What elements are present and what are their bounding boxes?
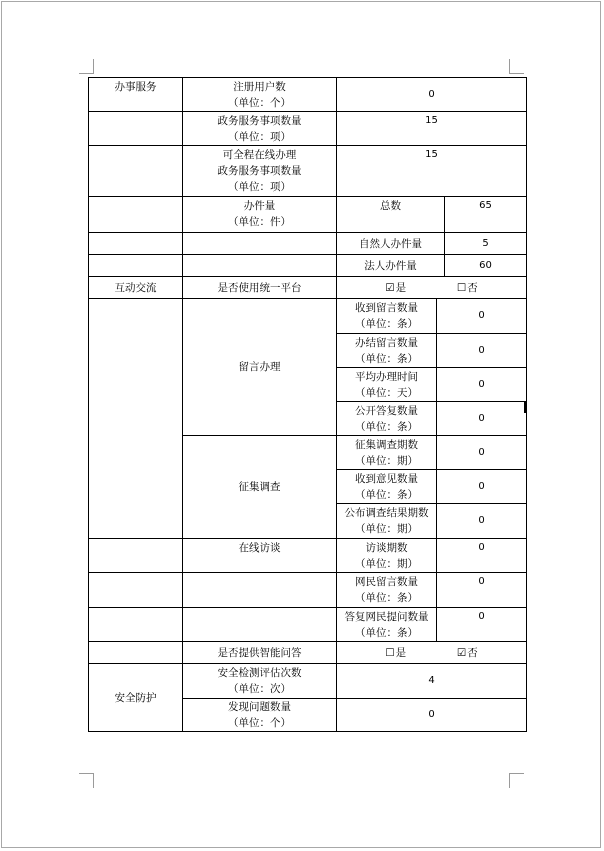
label-line: 访谈期数: [365, 541, 408, 554]
table-row: [89, 78, 527, 112]
label-line: 收到意见数量: [355, 472, 418, 485]
label-line: 注册用户数: [233, 80, 286, 93]
value-registered-users: 0: [337, 78, 527, 112]
label-natural-person: 自然人办件量: [337, 233, 445, 255]
table-row: [89, 608, 527, 642]
crop-mark-bottom-right: [509, 773, 524, 788]
label-unit: （单位：条）: [355, 420, 418, 433]
empty-cell: [89, 299, 183, 539]
value-msg-received: 0: [437, 299, 527, 334]
label-unit: （单位：项）: [228, 130, 291, 143]
label-line: 发现问题数量: [228, 701, 291, 713]
label-unit: （单位：期）: [355, 557, 418, 570]
label-unit: （单位：个）: [228, 96, 291, 109]
table-row: [89, 299, 527, 334]
empty-cell: [89, 573, 183, 608]
label-unit: （单位：项）: [228, 181, 291, 193]
label-line: 办件量: [243, 200, 276, 212]
smart-qa-options: [337, 642, 527, 664]
label-unified-platform: 是否使用统一平台: [183, 277, 337, 299]
unified-platform-options: [337, 277, 527, 299]
label-line: 答复网民提问数量: [344, 610, 429, 623]
option-yes: 是: [395, 646, 407, 659]
table-row: [89, 112, 527, 146]
empty-cell: [183, 255, 337, 277]
label-line: 征集调查期数: [355, 438, 418, 451]
label-issues-found: [183, 699, 337, 732]
option-no: 否: [467, 646, 478, 659]
label-legal-person: 法人办件量: [337, 255, 445, 277]
value-msg-done: 0: [437, 334, 527, 368]
value-interview-answers: 0: [437, 608, 527, 642]
section-label-security: 安全防护: [89, 664, 183, 732]
unchecked-box-icon[interactable]: ☐: [385, 646, 395, 659]
label-survey-opinions: [337, 470, 437, 504]
table-row: [89, 197, 527, 233]
label-unit: （单位：条）: [355, 592, 418, 604]
empty-cell: [89, 608, 183, 642]
crop-mark-top-left: [79, 59, 94, 74]
empty-cell: [89, 197, 183, 233]
value-security-eval: 4: [337, 664, 527, 699]
value-msg-public-reply: 0: [437, 402, 527, 436]
label-unit: （单位：个）: [228, 717, 291, 729]
checked-box-icon[interactable]: ☑: [385, 281, 395, 294]
empty-cell: [183, 608, 337, 642]
label-line: 可全程在线办理: [222, 149, 297, 161]
label-security-eval: [183, 664, 337, 699]
value-service-items: 15: [337, 112, 527, 146]
label-interview-messages: [337, 573, 437, 608]
table-row: [89, 539, 527, 573]
table-row: [89, 146, 527, 197]
table-row: [89, 233, 527, 255]
label-survey-results: [337, 504, 437, 539]
empty-cell: [89, 233, 183, 255]
label-line: 安全检测评估次数: [217, 667, 302, 679]
label-unit: （单位：次）: [228, 683, 291, 695]
value-survey-results: 0: [437, 504, 527, 539]
label-unit: （单位：件）: [228, 216, 291, 228]
label-line: 办结留言数量: [355, 336, 418, 349]
label-line: 政务服务事项数量: [217, 165, 302, 177]
value-interview-messages: 0: [437, 573, 527, 608]
value-issues-found: 0: [337, 699, 527, 732]
label-line: 网民留言数量: [355, 576, 418, 588]
group-label-message: 留言办理: [183, 299, 337, 436]
label-interview-answers: [337, 608, 437, 642]
value-natural-person: 5: [445, 233, 527, 255]
label-unit: （单位：天）: [355, 386, 418, 399]
table-row: [89, 642, 527, 664]
label-unit: （单位：期）: [355, 523, 418, 535]
empty-cell: [89, 539, 183, 573]
empty-cell: [89, 146, 183, 197]
empty-cell: [89, 112, 183, 146]
label-line: 公布调查结果期数: [344, 507, 429, 519]
label-line: 公开答复数量: [355, 404, 418, 417]
checked-box-icon[interactable]: ☑: [456, 646, 467, 659]
label-msg-public-reply: [337, 402, 437, 436]
empty-cell: [89, 255, 183, 277]
label-msg-avg-time: [337, 368, 437, 402]
label-online-items: [183, 146, 337, 197]
unchecked-box-icon[interactable]: ☐: [456, 281, 467, 294]
label-survey-periods: [337, 436, 437, 470]
label-handled-total: 总数: [337, 197, 445, 233]
label-unit: （单位：条）: [355, 626, 418, 639]
label-line: 政务服务事项数量: [217, 114, 302, 127]
table-row: [89, 573, 527, 608]
option-no: 否: [467, 281, 478, 294]
group-label-survey: 征集调查: [183, 436, 337, 539]
value-survey-opinions: 0: [437, 470, 527, 504]
empty-cell: [183, 233, 337, 255]
crop-mark-bottom-left: [79, 773, 94, 788]
value-msg-avg-time: 0: [437, 368, 527, 402]
value-online-items: 15: [337, 146, 527, 197]
label-unit: （单位：条）: [355, 488, 418, 501]
label-interview-periods: [337, 539, 437, 573]
label-registered-users: [183, 78, 337, 112]
group-label-interview: 在线访谈: [183, 539, 337, 573]
statistics-table: [88, 77, 527, 732]
value-interview-periods: 0: [437, 539, 527, 573]
label-line: 收到留言数量: [355, 302, 418, 314]
label-line: 平均办理时间: [355, 370, 418, 383]
empty-cell: [89, 642, 183, 664]
value-survey-periods: 0: [437, 436, 527, 470]
label-unit: （单位：条）: [355, 318, 418, 330]
label-unit: （单位：条）: [355, 352, 418, 365]
value-handled-total: 65: [445, 197, 527, 233]
empty-cell: [183, 573, 337, 608]
table-row: [89, 277, 527, 299]
label-service-items: [183, 112, 337, 146]
label-unit: （单位：期）: [355, 454, 418, 467]
section-label-interaction: 互动交流: [89, 277, 183, 299]
value-legal-person: 60: [445, 255, 527, 277]
crop-mark-top-right: [509, 59, 524, 74]
label-handled: [183, 197, 337, 233]
table-row: [89, 255, 527, 277]
label-msg-done: [337, 334, 437, 368]
label-smart-qa: 是否提供智能问答: [183, 642, 337, 664]
table-row: [89, 664, 527, 699]
section-label-office-service: 办事服务: [89, 78, 183, 112]
label-msg-received: [337, 299, 437, 334]
option-yes: 是: [395, 281, 407, 294]
